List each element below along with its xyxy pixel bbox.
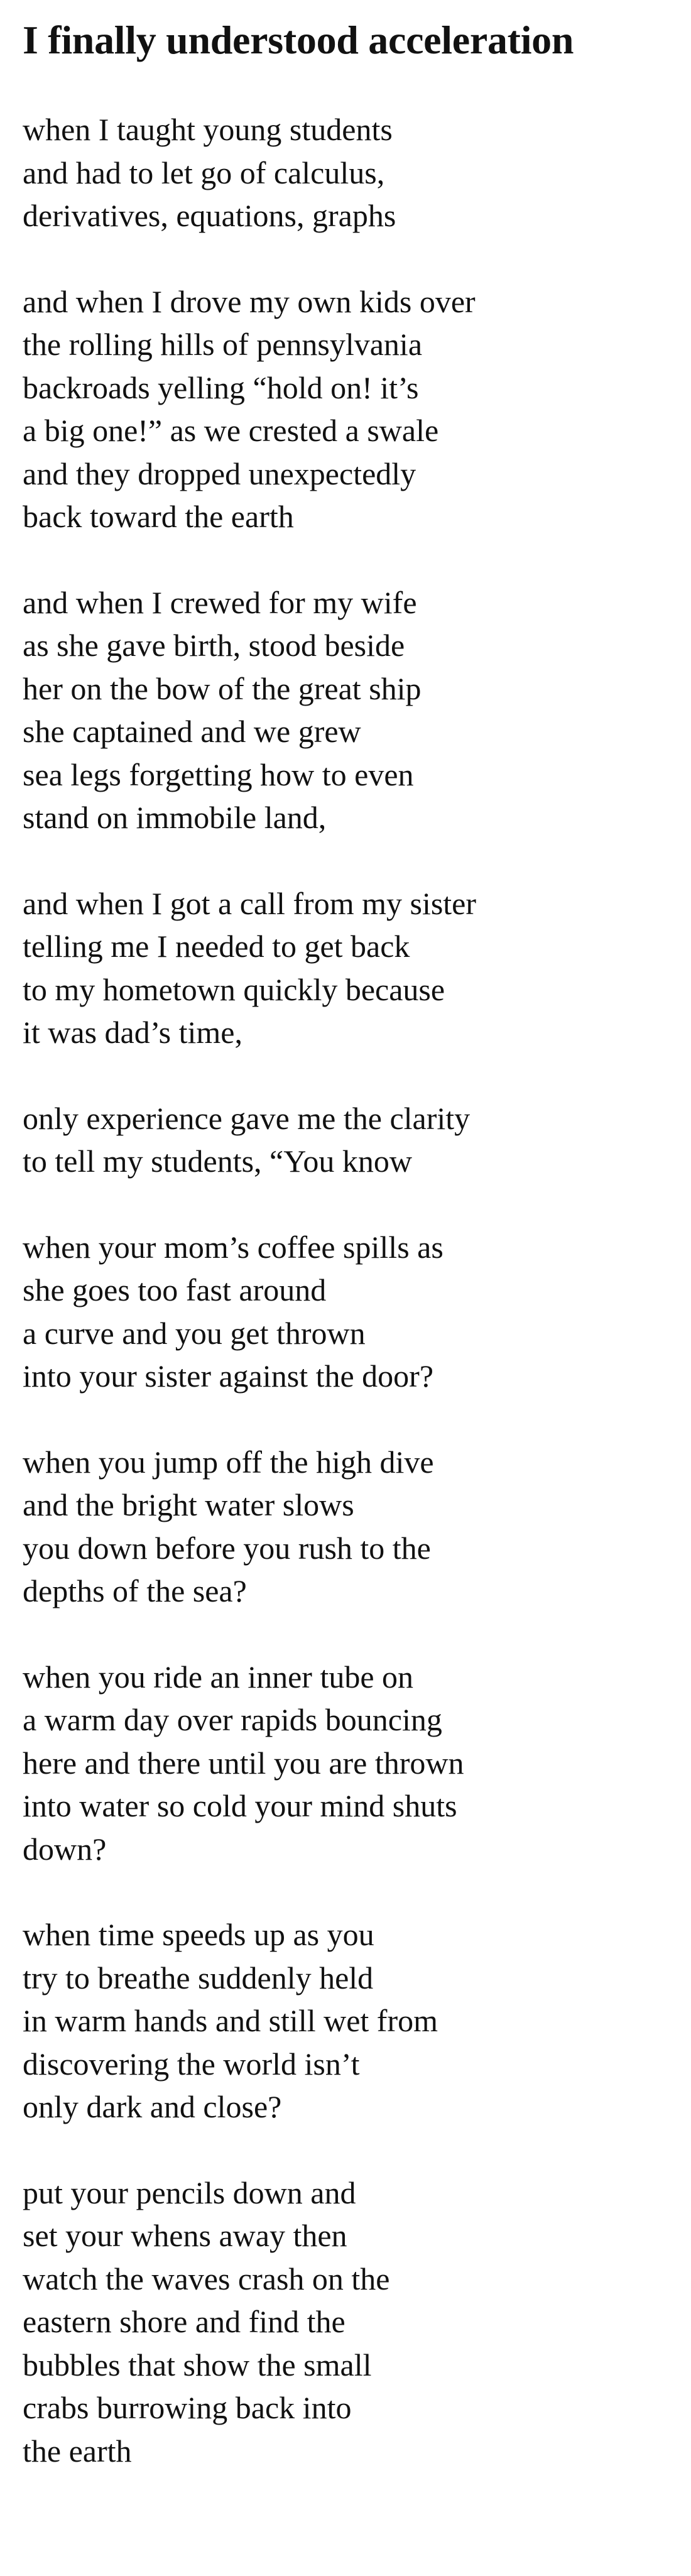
poem-stanza	[23, 280, 691, 538]
poem-line: to tell my students, “You know	[23, 1143, 412, 1179]
poem-line: and when I drove my own kids over	[23, 283, 476, 319]
poem-line: backroads yelling “hold on! it’s	[23, 369, 419, 405]
poem-line: she captained and we grew	[23, 714, 361, 749]
poem-line: she goes too fast around	[23, 1272, 327, 1307]
poem-line: into water so cold your mind shuts	[23, 1788, 457, 1823]
poem-line: and when I crewed for my wife	[23, 584, 417, 620]
poem-line: when time speeds up as you	[23, 1917, 374, 1952]
poem-line: bubbles that show the small	[23, 2347, 372, 2382]
poem-line: only dark and close?	[23, 2089, 282, 2124]
poem-stanza	[23, 1097, 691, 1183]
poem-line: a warm day over rapids bouncing	[23, 1702, 442, 1737]
poem-line: telling me I needed to get back	[23, 929, 410, 964]
poem-line: discovering the world isn’t	[23, 2046, 360, 2082]
poem-line: when your mom’s coffee spills as	[23, 1229, 443, 1265]
poem-line: it was dad’s time,	[23, 1015, 242, 1050]
poem-line: in warm hands and still wet from	[23, 2003, 438, 2038]
poem-line: as she gave birth, stood beside	[23, 628, 405, 663]
poem-line: and they dropped unexpectedly	[23, 456, 416, 491]
poem-stanza	[23, 1913, 691, 2129]
poem-line: crabs burrowing back into	[23, 2390, 352, 2425]
poem-line: when you ride an inner tube on	[23, 1659, 414, 1695]
poem-stanza	[23, 108, 691, 237]
poem-line: eastern shore and find the	[23, 2304, 346, 2339]
poem-line: down?	[23, 1831, 107, 1867]
poem-stanza	[23, 1226, 691, 1398]
poem-title: I finally understood acceleration	[23, 18, 574, 62]
poem-line: only experience gave me the clarity	[23, 1100, 471, 1136]
poem-line: and when I got a call from my sister	[23, 885, 477, 921]
poem-line: try to breathe suddenly held	[23, 1960, 374, 1995]
poem-line: put your pencils down and	[23, 2175, 356, 2210]
poem-stanza	[23, 2171, 691, 2473]
poem-line: her on the bow of the great ship	[23, 670, 422, 706]
poem-line: a curve and you get thrown	[23, 1315, 366, 1351]
poem-line: the earth	[23, 2433, 132, 2469]
poem-stanza	[23, 882, 691, 1054]
poem-line: a big one!” as we crested a swale	[23, 413, 439, 448]
poem-line: back toward the earth	[23, 499, 294, 534]
poem-line: into your sister against the door?	[23, 1358, 434, 1394]
poem-line: sea legs forgetting how to even	[23, 756, 414, 792]
poem-line: set your whens away then	[23, 2218, 347, 2253]
poem-line: you down before you rush to the	[23, 1530, 431, 1566]
poem-line: when I taught young students	[23, 112, 393, 147]
poem-line: watch the waves crash on the	[23, 2261, 390, 2296]
poem-line: when you jump off the high dive	[23, 1444, 434, 1480]
poem-stanza	[23, 1441, 691, 1613]
poem-stanza	[23, 1656, 691, 1871]
poem-body	[23, 108, 691, 2472]
poem-line: and the bright water slows	[23, 1487, 354, 1522]
poem-line: stand on immobile land,	[23, 800, 327, 835]
poem-line: derivatives, equations, graphs	[23, 198, 396, 233]
poem-line: to my hometown quickly because	[23, 971, 445, 1007]
poem-line: and had to let go of calculus,	[23, 155, 385, 190]
poem-line: here and there until you are thrown	[23, 1745, 464, 1781]
poem-line: the rolling hills of pennsylvania	[23, 327, 423, 362]
poem-stanza	[23, 581, 691, 839]
poem-line: depths of the sea?	[23, 1573, 247, 1608]
